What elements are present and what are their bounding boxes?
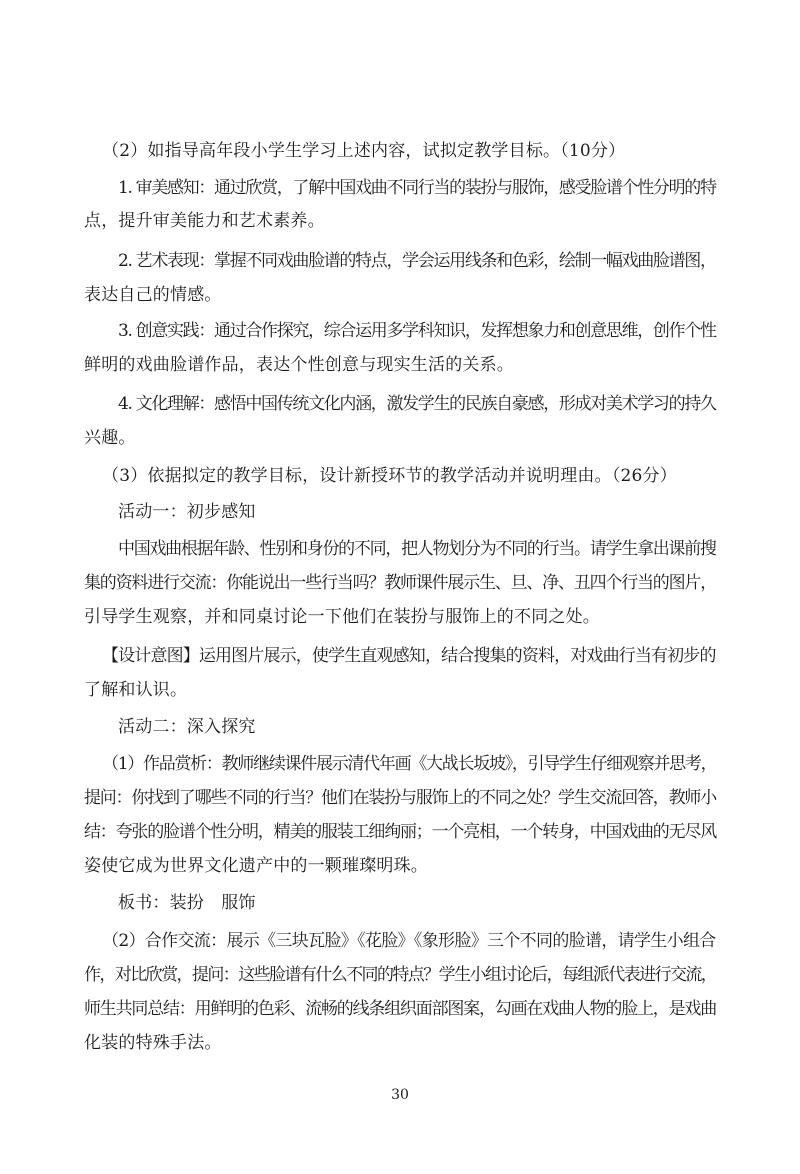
activity-2-step-1-line-1: （1）作品赏析：教师继续课件展示清代年画《大战长坂坡》，引导学生仔细观察并思考， [102, 754, 717, 774]
activity-2-step-1-line-4: 姿使它成为世界文化遗产中的一颗璀璨明珠。 [84, 856, 428, 876]
goal-3-line-1: 3. 创意实践：通过合作探究，综合运用多学科知识，发挥想象力和创意思维，创作个性 [118, 321, 716, 341]
activity-2-step-2-line-1: （2）合作交流：展示《三块瓦脸》《花脸》《象形脸》三个不同的脸谱，请学生小组合 [102, 931, 716, 951]
page-number: 30 [391, 1087, 409, 1103]
design-intent-line-1: 【设计意图】运用图片展示，使学生直观感知，结合搜集的资料，对戏曲行当有初步的 [102, 646, 716, 666]
question-2-prompt: （2）如指导高年段小学生学习上述内容，试拟定教学目标。（10分） [102, 141, 626, 161]
activity-1-para-line-2: 集的资料进行交流：你能说出一些行当吗？教师课件展示生、旦、净、丑四个行当的图片， [84, 573, 716, 593]
question-3-prompt: （3）依据拟定的教学目标，设计新授环节的教学活动并说明理由。（26分） [102, 466, 677, 486]
activity-2-step-1-line-2: 提问：你找到了哪些不同的行当？他们在装扮与服饰上的不同之处？学生交流回答，教师小 [84, 788, 716, 808]
activity-2-step-2-line-4: 化装的特殊手法。 [84, 1033, 222, 1053]
goal-1-line-2: 点，提升审美能力和艺术素养。 [84, 211, 325, 231]
goal-3-line-2: 鲜明的戏曲脸谱作品，表达个性创意与现实生活的关系。 [84, 355, 514, 375]
activity-1-heading: 活动一：初步感知 [118, 502, 256, 522]
activity-1-para-line-3: 引导学生观察，并和同桌讨论一下他们在装扮与服饰上的不同之处。 [84, 607, 600, 627]
goal-2-line-2: 表达自己的情感。 [84, 285, 222, 305]
activity-2-step-2-line-2: 作，对比欣赏，提问：这些脸谱有什么不同的特点？学生小组讨论后，每组派代表进行交流， [84, 965, 717, 985]
activity-2-step-1-line-3: 结：夸张的脸谱个性分明，精美的服装工细绚丽；一个亮相，一个转身，中国戏曲的无尽风 [84, 822, 716, 842]
activity-1-para-line-1: 中国戏曲根据年龄、性别和身份的不同，把人物划分为不同的行当。请学生拿出课前搜 [118, 539, 716, 559]
design-intent-line-2: 了解和认识。 [84, 680, 188, 700]
goal-4-line-1: 4. 文化理解：感悟中国传统文化内涵，激发学生的民族自豪感，形成对美术学习的持久 [118, 394, 716, 414]
board-writing: 板书：装扮 服饰 [118, 893, 256, 913]
goal-2-line-1: 2. 艺术表现：掌握不同戏曲脸谱的特点，学会运用线条和色彩，绘制一幅戏曲脸谱图， [118, 251, 716, 271]
goal-1-line-1: 1. 审美感知：通过欣赏，了解中国戏曲不同行当的装扮与服饰，感受脸谱个性分明的特 [118, 178, 716, 198]
activity-2-step-2-line-3: 师生共同总结：用鲜明的色彩、流畅的线条组织面部图案，勾画在戏曲人物的脸上，是戏曲 [84, 999, 716, 1019]
activity-2-heading: 活动二：深入探究 [118, 717, 256, 737]
goal-4-line-2: 兴趣。 [84, 428, 136, 448]
